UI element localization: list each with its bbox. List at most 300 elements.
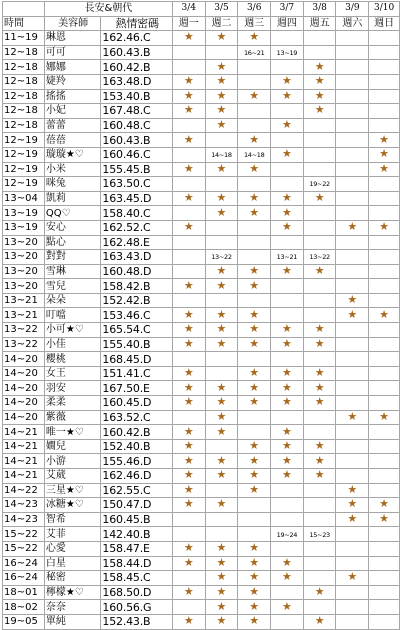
day-cell-tue xyxy=(205,323,238,338)
star-icon: ★ xyxy=(347,570,358,584)
header-day-wed: 週三 xyxy=(238,16,271,31)
stylist-code: 162.46.D xyxy=(101,469,172,484)
shift-time: 12~19 xyxy=(3,133,45,148)
star-icon: ★ xyxy=(216,424,227,438)
day-cell-thu xyxy=(271,118,304,133)
day-cell-mon xyxy=(172,220,205,235)
star-icon: ★ xyxy=(183,395,194,409)
day-cell-sat xyxy=(336,396,369,411)
star-icon: ★ xyxy=(216,337,227,350)
star-icon: ★ xyxy=(183,556,194,569)
shift-range: 15~23 xyxy=(309,530,330,539)
day-cell-sat xyxy=(336,541,369,556)
star-icon: ★ xyxy=(281,468,292,482)
shift-range: 19~24 xyxy=(276,530,298,539)
day-cell-sat xyxy=(336,147,369,162)
star-icon: ★ xyxy=(216,585,227,599)
star-icon: ★ xyxy=(379,147,390,161)
day-cell-sat xyxy=(336,31,369,46)
star-icon: ★ xyxy=(249,570,260,584)
day-cell-tue xyxy=(205,571,238,586)
stylist-code: 163.50.C xyxy=(101,177,172,192)
stylist-name: 艾菲 xyxy=(44,527,101,542)
day-cell-tue xyxy=(205,614,238,629)
day-cell-sun xyxy=(369,396,400,411)
day-cell-fri xyxy=(303,541,336,556)
date-fri: 3/8 xyxy=(303,2,336,17)
stylist-code: 163.45.D xyxy=(101,191,172,206)
stylist-code: 160.45.B xyxy=(101,512,172,527)
star-icon: ★ xyxy=(183,307,194,321)
day-cell-mon xyxy=(172,425,205,440)
day-cell-sun xyxy=(369,527,400,542)
day-cell-mon xyxy=(172,498,205,513)
table-row xyxy=(3,323,400,338)
day-cell-mon xyxy=(172,264,205,279)
star-icon: ★ xyxy=(183,497,194,511)
day-cell-fri xyxy=(303,396,336,411)
stylist-code: 168.50.D xyxy=(101,585,172,600)
star-icon: ★ xyxy=(281,556,292,569)
day-cell-mon xyxy=(172,410,205,425)
star-icon: ★ xyxy=(281,380,292,394)
stylist-code: 155.45.B xyxy=(101,162,172,177)
star-icon: ★ xyxy=(183,614,194,628)
day-cell-mon xyxy=(172,308,205,323)
star-icon: ★ xyxy=(379,220,390,234)
day-cell-fri xyxy=(303,381,336,396)
stylist-name: 羽安 xyxy=(44,381,101,396)
day-cell-tue xyxy=(205,31,238,46)
shift-time: 14~22 xyxy=(3,483,45,498)
stylist-code: 163.43.D xyxy=(101,250,172,265)
stylist-name: 心愛 xyxy=(44,541,101,556)
star-icon: ★ xyxy=(281,395,292,409)
day-cell-tue xyxy=(205,439,238,454)
star-icon: ★ xyxy=(379,162,390,175)
stylist-name: 可可 xyxy=(44,45,101,60)
stylist-code: 152.43.B xyxy=(101,614,172,629)
day-cell-thu xyxy=(271,410,304,425)
star-icon: ★ xyxy=(314,191,325,205)
star-icon: ★ xyxy=(216,118,227,132)
star-icon: ★ xyxy=(216,307,227,321)
date-thu: 3/7 xyxy=(271,2,304,17)
star-icon: ★ xyxy=(379,512,390,526)
day-cell-sat xyxy=(336,323,369,338)
shift-time: 12~18 xyxy=(3,60,45,75)
table-row xyxy=(3,600,400,615)
day-cell-tue xyxy=(205,162,238,177)
star-icon: ★ xyxy=(216,468,227,482)
star-icon: ★ xyxy=(314,322,325,336)
table-row xyxy=(3,191,400,206)
day-cell-mon xyxy=(172,337,205,352)
day-cell-sat xyxy=(336,571,369,586)
day-cell-fri xyxy=(303,191,336,206)
day-cell-tue xyxy=(205,381,238,396)
day-cell-tue xyxy=(205,74,238,89)
day-cell-sat xyxy=(336,206,369,221)
shift-time: 14~23 xyxy=(3,498,45,513)
star-icon: ★ xyxy=(183,162,194,175)
stylist-name: 小游 xyxy=(44,454,101,469)
stylist-name: 雪兒 xyxy=(44,279,101,294)
day-cell-thu xyxy=(271,74,304,89)
day-cell-sat xyxy=(336,512,369,527)
day-cell-fri xyxy=(303,118,336,133)
star-icon: ★ xyxy=(216,205,227,219)
shift-range: 19~22 xyxy=(309,180,330,189)
day-cell-sat xyxy=(336,425,369,440)
table-row xyxy=(3,118,400,133)
day-cell-wed xyxy=(238,104,271,119)
stylist-name: 婕羚 xyxy=(44,74,101,89)
star-icon: ★ xyxy=(216,264,227,277)
stylist-code: 162.52.C xyxy=(101,220,172,235)
table-row xyxy=(3,89,400,104)
day-cell-mon xyxy=(172,206,205,221)
day-cell-mon xyxy=(172,396,205,411)
day-cell-mon xyxy=(172,585,205,600)
table-row xyxy=(3,366,400,381)
day-cell-thu xyxy=(271,469,304,484)
header-day-thu: 週四 xyxy=(271,16,304,31)
stylist-code: 153.46.C xyxy=(101,308,172,323)
day-cell-fri xyxy=(303,410,336,425)
day-cell-wed xyxy=(238,133,271,148)
day-cell-sun xyxy=(369,279,400,294)
day-cell-wed xyxy=(238,191,271,206)
shift-time: 18~01 xyxy=(3,585,45,600)
day-cell-tue xyxy=(205,483,238,498)
star-icon: ★ xyxy=(347,483,358,496)
star-icon: ★ xyxy=(249,395,260,409)
day-cell-thu xyxy=(271,279,304,294)
stylist-code: 160.48.C xyxy=(101,118,172,133)
shift-time: 14~21 xyxy=(3,425,45,440)
day-cell-wed xyxy=(238,293,271,308)
day-cell-sun xyxy=(369,323,400,338)
day-cell-sat xyxy=(336,410,369,425)
table-row xyxy=(3,571,400,586)
day-cell-tue xyxy=(205,250,238,265)
star-icon: ★ xyxy=(183,220,194,234)
shift-time: 13~20 xyxy=(3,235,45,250)
star-icon: ★ xyxy=(249,132,260,146)
shift-time: 12~18 xyxy=(3,74,45,89)
day-cell-thu xyxy=(271,454,304,469)
day-cell-mon xyxy=(172,323,205,338)
stylist-name: 點心 xyxy=(44,235,101,250)
stylist-name: 單純 xyxy=(44,614,101,629)
star-icon: ★ xyxy=(281,424,292,438)
star-icon: ★ xyxy=(183,366,194,380)
day-cell-fri xyxy=(303,133,336,148)
day-cell-wed xyxy=(238,571,271,586)
day-cell-sun xyxy=(369,337,400,352)
shift-range: 13~22 xyxy=(309,253,330,262)
star-icon: ★ xyxy=(216,59,227,73)
header-day-tue: 週二 xyxy=(205,16,238,31)
stylist-name: 璇璇★♡ xyxy=(44,147,101,162)
day-cell-sun xyxy=(369,89,400,104)
star-icon: ★ xyxy=(379,497,390,511)
date-wed: 3/6 xyxy=(238,2,271,17)
stylist-code: 168.45.D xyxy=(101,352,172,367)
star-icon: ★ xyxy=(281,89,292,102)
star-icon: ★ xyxy=(183,468,194,482)
star-icon: ★ xyxy=(183,424,194,438)
day-cell-tue xyxy=(205,585,238,600)
stylist-code: 162.46.C xyxy=(101,31,172,46)
star-icon: ★ xyxy=(183,322,194,336)
shift-time: 15~22 xyxy=(3,527,45,542)
day-cell-sat xyxy=(336,352,369,367)
star-icon: ★ xyxy=(216,74,227,88)
star-icon: ★ xyxy=(183,103,194,117)
day-cell-wed xyxy=(238,206,271,221)
day-cell-mon xyxy=(172,45,205,60)
table-row xyxy=(3,133,400,148)
day-cell-sun xyxy=(369,541,400,556)
day-cell-thu xyxy=(271,89,304,104)
stylist-code: 160.46.C xyxy=(101,147,172,162)
day-cell-sun xyxy=(369,556,400,571)
day-cell-sun xyxy=(369,45,400,60)
stylist-code: 155.40.B xyxy=(101,337,172,352)
day-cell-sat xyxy=(336,45,369,60)
day-cell-sat xyxy=(336,366,369,381)
stylist-name: 叮噹 xyxy=(44,308,101,323)
date-sat: 3/9 xyxy=(336,2,369,17)
stylist-name: 咪兔 xyxy=(44,177,101,192)
stylist-name: 小佳 xyxy=(44,337,101,352)
day-cell-sun xyxy=(369,264,400,279)
day-cell-fri xyxy=(303,279,336,294)
table-row xyxy=(3,498,400,513)
day-cell-sun xyxy=(369,571,400,586)
star-icon: ★ xyxy=(379,410,390,423)
stylist-code: 152.42.B xyxy=(101,293,172,308)
table-row xyxy=(3,147,400,162)
day-cell-thu xyxy=(271,527,304,542)
date-mon: 3/4 xyxy=(172,2,205,17)
header-name: 美容師 xyxy=(44,16,101,31)
star-icon: ★ xyxy=(249,278,260,292)
star-icon: ★ xyxy=(281,220,292,234)
day-cell-wed xyxy=(238,147,271,162)
day-cell-sun xyxy=(369,118,400,133)
day-cell-sun xyxy=(369,410,400,425)
day-cell-wed xyxy=(238,352,271,367)
star-icon: ★ xyxy=(183,191,194,205)
stylist-name: 凱莉 xyxy=(44,191,101,206)
shift-time: 13~21 xyxy=(3,308,45,323)
day-cell-mon xyxy=(172,366,205,381)
stylist-name: 冰糖★♡ xyxy=(44,498,101,513)
day-cell-mon xyxy=(172,381,205,396)
stylist-name: 小妃 xyxy=(44,104,101,119)
day-cell-fri xyxy=(303,220,336,235)
table-row xyxy=(3,614,400,629)
stylist-name: 琳恩 xyxy=(44,31,101,46)
stylist-code: 160.48.D xyxy=(101,264,172,279)
star-icon: ★ xyxy=(314,337,325,350)
day-cell-fri xyxy=(303,264,336,279)
day-cell-sun xyxy=(369,177,400,192)
shift-time: 14~21 xyxy=(3,454,45,469)
stylist-code: 158.42.B xyxy=(101,279,172,294)
shift-time: 14~20 xyxy=(3,381,45,396)
day-cell-wed xyxy=(238,220,271,235)
day-cell-sat xyxy=(336,104,369,119)
day-cell-sat xyxy=(336,337,369,352)
stylist-name: 娜娜 xyxy=(44,60,101,75)
day-cell-fri xyxy=(303,177,336,192)
day-cell-sat xyxy=(336,89,369,104)
day-cell-thu xyxy=(271,439,304,454)
star-icon: ★ xyxy=(314,59,325,73)
day-cell-sat xyxy=(336,177,369,192)
day-cell-tue xyxy=(205,527,238,542)
day-cell-sat xyxy=(336,235,369,250)
star-icon: ★ xyxy=(281,337,292,350)
day-cell-wed xyxy=(238,600,271,615)
day-cell-thu xyxy=(271,512,304,527)
table-row xyxy=(3,425,400,440)
shift-range: 13~19 xyxy=(276,49,298,58)
day-cell-sun xyxy=(369,235,400,250)
star-icon: ★ xyxy=(249,205,260,219)
star-icon: ★ xyxy=(183,132,194,146)
stylist-code: 167.48.C xyxy=(101,104,172,119)
day-cell-fri xyxy=(303,556,336,571)
day-cell-wed xyxy=(238,483,271,498)
star-icon: ★ xyxy=(379,307,390,321)
day-cell-thu xyxy=(271,250,304,265)
day-cell-tue xyxy=(205,133,238,148)
stylist-name: 對對 xyxy=(44,250,101,265)
star-icon: ★ xyxy=(314,453,325,467)
table-row xyxy=(3,177,400,192)
day-cell-fri xyxy=(303,162,336,177)
shift-time: 14~21 xyxy=(3,469,45,484)
table-row xyxy=(3,162,400,177)
day-cell-fri xyxy=(303,600,336,615)
day-cell-sat xyxy=(336,614,369,629)
stylist-name: 安心 xyxy=(44,220,101,235)
shift-time: 14~20 xyxy=(3,410,45,425)
star-icon: ★ xyxy=(281,118,292,132)
star-icon: ★ xyxy=(183,89,194,102)
day-cell-tue xyxy=(205,293,238,308)
star-icon: ★ xyxy=(314,439,325,453)
day-cell-mon xyxy=(172,235,205,250)
day-cell-tue xyxy=(205,425,238,440)
day-cell-sun xyxy=(369,498,400,513)
table-row xyxy=(3,410,400,425)
table-row xyxy=(3,104,400,119)
star-icon: ★ xyxy=(216,395,227,409)
stylist-name: 三星★♡ xyxy=(44,483,101,498)
day-cell-mon xyxy=(172,74,205,89)
shift-time: 18~02 xyxy=(3,600,45,615)
day-cell-sun xyxy=(369,104,400,119)
day-cell-sun xyxy=(369,483,400,498)
day-cell-wed xyxy=(238,74,271,89)
star-icon: ★ xyxy=(281,599,292,613)
star-icon: ★ xyxy=(249,337,260,350)
day-cell-fri xyxy=(303,483,336,498)
day-cell-fri xyxy=(303,235,336,250)
day-cell-wed xyxy=(238,512,271,527)
stylist-code: 158.47.E xyxy=(101,541,172,556)
day-cell-thu xyxy=(271,293,304,308)
day-cell-wed xyxy=(238,425,271,440)
day-cell-sat xyxy=(336,498,369,513)
day-cell-tue xyxy=(205,512,238,527)
date-tue: 3/5 xyxy=(205,2,238,17)
day-cell-wed xyxy=(238,177,271,192)
header-day-sat: 週六 xyxy=(336,16,369,31)
shift-time: 13~04 xyxy=(3,191,45,206)
stylist-code: 158.44.D xyxy=(101,556,172,571)
day-cell-mon xyxy=(172,177,205,192)
day-cell-fri xyxy=(303,454,336,469)
day-cell-fri xyxy=(303,571,336,586)
star-icon: ★ xyxy=(281,453,292,467)
day-cell-fri xyxy=(303,352,336,367)
day-cell-tue xyxy=(205,147,238,162)
stylist-code: 162.55.C xyxy=(101,483,172,498)
star-icon: ★ xyxy=(249,30,260,44)
shift-range: 14~18 xyxy=(211,151,232,160)
day-cell-tue xyxy=(205,410,238,425)
star-icon: ★ xyxy=(216,30,227,44)
shift-time: 12~19 xyxy=(3,147,45,162)
day-cell-mon xyxy=(172,571,205,586)
day-cell-fri xyxy=(303,323,336,338)
star-icon: ★ xyxy=(281,191,292,205)
shift-time: 13~20 xyxy=(3,264,45,279)
star-icon: ★ xyxy=(216,497,227,511)
day-cell-mon xyxy=(172,600,205,615)
day-cell-sat xyxy=(336,454,369,469)
day-cell-tue xyxy=(205,308,238,323)
header-day-fri: 週五 xyxy=(303,16,336,31)
day-cell-tue xyxy=(205,337,238,352)
day-cell-thu xyxy=(271,60,304,75)
day-cell-fri xyxy=(303,308,336,323)
stylist-name: 秘密 xyxy=(44,571,101,586)
star-icon: ★ xyxy=(347,293,358,307)
day-cell-thu xyxy=(271,396,304,411)
day-cell-tue xyxy=(205,279,238,294)
stylist-code: 160.43.B xyxy=(101,45,172,60)
day-cell-fri xyxy=(303,512,336,527)
star-icon: ★ xyxy=(379,132,390,146)
day-cell-tue xyxy=(205,541,238,556)
shift-time: 12~19 xyxy=(3,177,45,192)
shift-time: 12~18 xyxy=(3,45,45,60)
star-icon: ★ xyxy=(249,162,260,175)
day-cell-sun xyxy=(369,162,400,177)
star-icon: ★ xyxy=(216,191,227,205)
table-row xyxy=(3,293,400,308)
stylist-name: 白星 xyxy=(44,556,101,571)
day-cell-mon xyxy=(172,162,205,177)
